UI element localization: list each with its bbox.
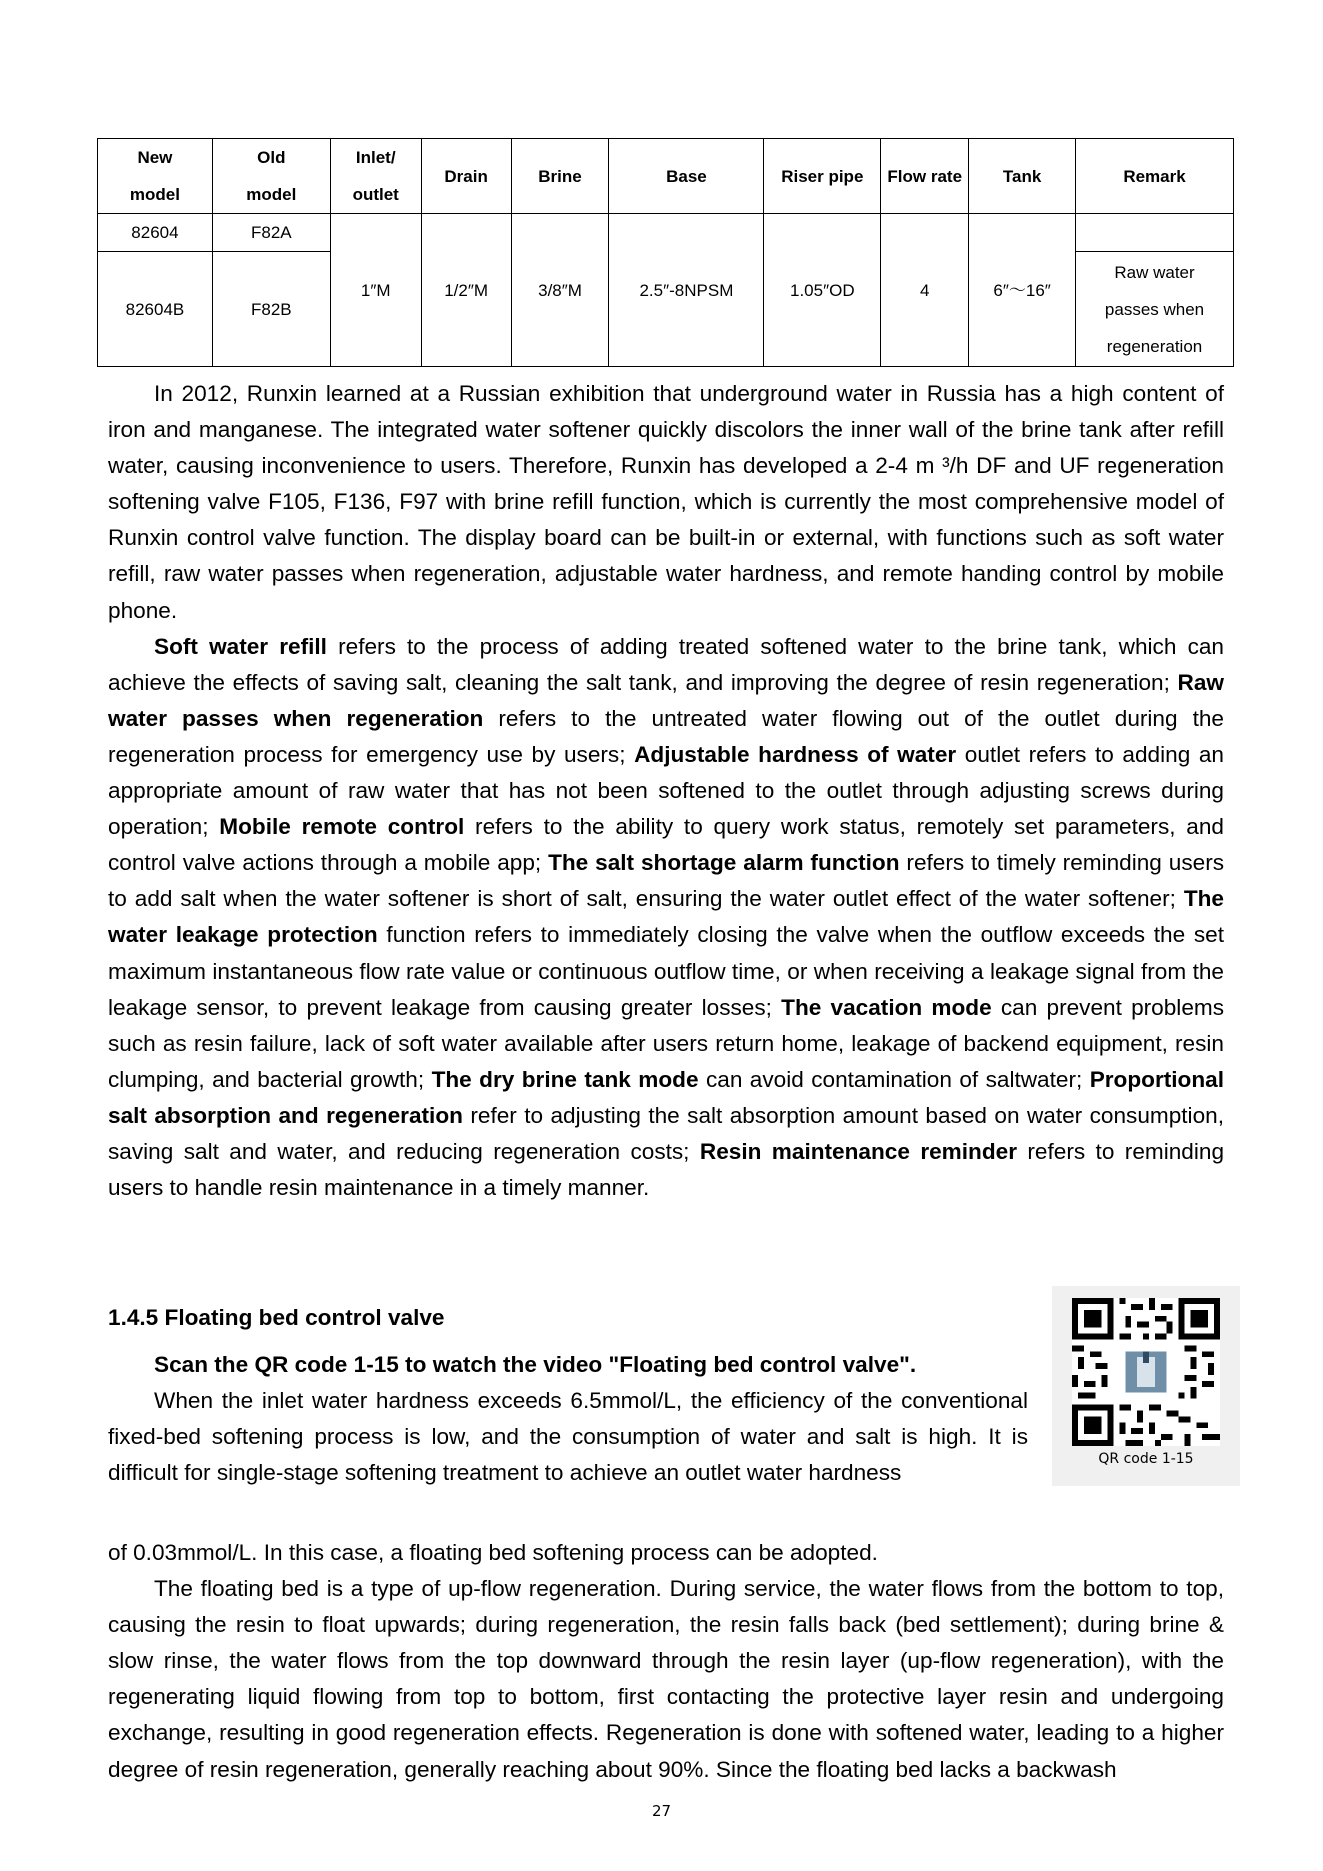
floating-bed-section	[108, 1300, 1028, 1491]
cell-flow-rate: 4	[881, 214, 969, 367]
scan-instruction: Scan the QR code 1-15 to watch the video "Floating bed control valve".	[154, 1352, 917, 1378]
cell-old-model: F82A	[212, 214, 330, 252]
header-inlet-outlet: Inlet/ outlet	[330, 139, 421, 214]
paragraph-runxin-history: In 2012, Runxin learned at a Russian exhibition that underground water in Russia has a high content of iron and manganese. The integrated water softener quickly discolors the inner wall of the brine tank after refill water, causing inconvenience to users. Therefore, Runxin has developed a 2-4 m ³/h DF and UF regeneration softening valve F105, F136, F97 with brine refill function, which is currently the most comprehensive model of Runxin control valve function. The display board can be built-in or external, with functions such as soft water refill, raw water passes when regeneration, adjustable water hardness, and remote handing control by mobile phone.	[108, 381, 1224, 623]
paragraph-hardness: When the inlet water hardness exceeds 6.5mmol/L, the efficiency of the conventional fixed-bed softening process is low, and the consumption of water and salt is high. It is difficult for single-stage softening treatment to achieve an outlet water hardness	[108, 1388, 1028, 1486]
qr-code-icon	[1067, 1298, 1225, 1446]
paragraph-floating-bed: The floating bed is a type of up-flow regeneration. During service, the water flows from the bottom to top, causing the resin to float upwards; during regeneration, the resin falls back (bed settlement); during brine & slow rinse, the water flows from the top downward through the resin layer (up-flow regeneration), with the regenerating liquid flowing from top to bottom, first contacting the protective layer resin and undergoing exchange, resulting in good regeneration effects. Regeneration is done with softened water, leading to a higher degree of resin regeneration, generally reaching about 90%. Since the floating bed lacks a backwash	[108, 1576, 1224, 1782]
header-riser-pipe: Riser pipe	[764, 139, 881, 214]
header-flow-rate: Flow rate	[881, 139, 969, 214]
floating-bed-continued	[108, 1535, 1224, 1788]
header-old-model: Old model	[212, 139, 330, 214]
paragraph-hardness-end: of 0.03mmol/L. In this case, a floating bed softening process can be adopted.	[108, 1540, 878, 1565]
header-drain: Drain	[421, 139, 511, 214]
cell-brine: 3/8″M	[511, 214, 609, 367]
cell-new-model: 82604	[98, 214, 213, 252]
cell-old-model: F82B	[212, 252, 330, 367]
table-header-row	[98, 139, 1234, 214]
qr-caption: QR code 1-15	[1098, 1451, 1194, 1467]
cell-riser-pipe: 1.05″OD	[764, 214, 881, 367]
qr-code-figure[interactable]	[1052, 1286, 1240, 1486]
header-new-model: New model	[98, 139, 213, 214]
section-heading: 1.4.5 Floating bed control valve	[108, 1305, 445, 1330]
page-number: 27	[651, 1802, 672, 1820]
cell-drain: 1/2″M	[421, 214, 511, 367]
spec-table	[97, 138, 1234, 367]
cell-tank: 6″～16″	[969, 214, 1076, 367]
cell-remark: Raw water passes when regeneration	[1076, 252, 1234, 367]
header-remark: Remark	[1076, 139, 1234, 214]
cell-base: 2.5″-8NPSM	[609, 214, 764, 367]
body-text	[108, 376, 1224, 1206]
header-base: Base	[609, 139, 764, 214]
header-tank: Tank	[969, 139, 1076, 214]
cell-inlet-outlet: 1″M	[330, 214, 421, 367]
header-brine: Brine	[511, 139, 609, 214]
paragraph-functions: Soft water refill refers to the process of adding treated softened water to the brine tank, which can achieve the effects of saving salt, cleaning the salt tank, and improving the degree of resin regeneration; Raw water passes when regeneration refers to the untreated water flowing out of the outlet during the regeneration process for emergency use by users; Adjustable hardness of water outlet refers to adding an appropriate amount of raw water that has not been softened to the outlet through adjusting screws during operation; Mobile remote control refers to the ability to query work status, remotely set parameters, and control valve actions through a mobile app; The salt shortage alarm function refers to timely reminding users to add salt when the water softener is short of salt, ensuring the water outlet effect of the water softener; The water leakage protection function refers to immediately closing the valve when the outflow exceeds the set maximum instantaneous flow rate value or continuous outflow time, or when receiving a leakage signal from the leakage sensor, to prevent leakage from causing greater losses; The vacation mode can prevent problems such as resin failure, lack of soft water available after users return home, leakage of backend equipment, resin clumping, and bacterial growth; The dry brine tank mode can avoid contamination of saltwater; Proportional salt absorption and regeneration refer to adjusting the salt absorption amount based on water consumption, saving salt and water, and reducing regeneration costs; Resin maintenance reminder refers to reminding users to handle resin maintenance in a timely manner.	[108, 633, 1225, 1201]
cell-new-model: 82604B	[98, 252, 213, 367]
table-row	[98, 214, 1234, 252]
cell-remark-empty	[1076, 214, 1234, 252]
